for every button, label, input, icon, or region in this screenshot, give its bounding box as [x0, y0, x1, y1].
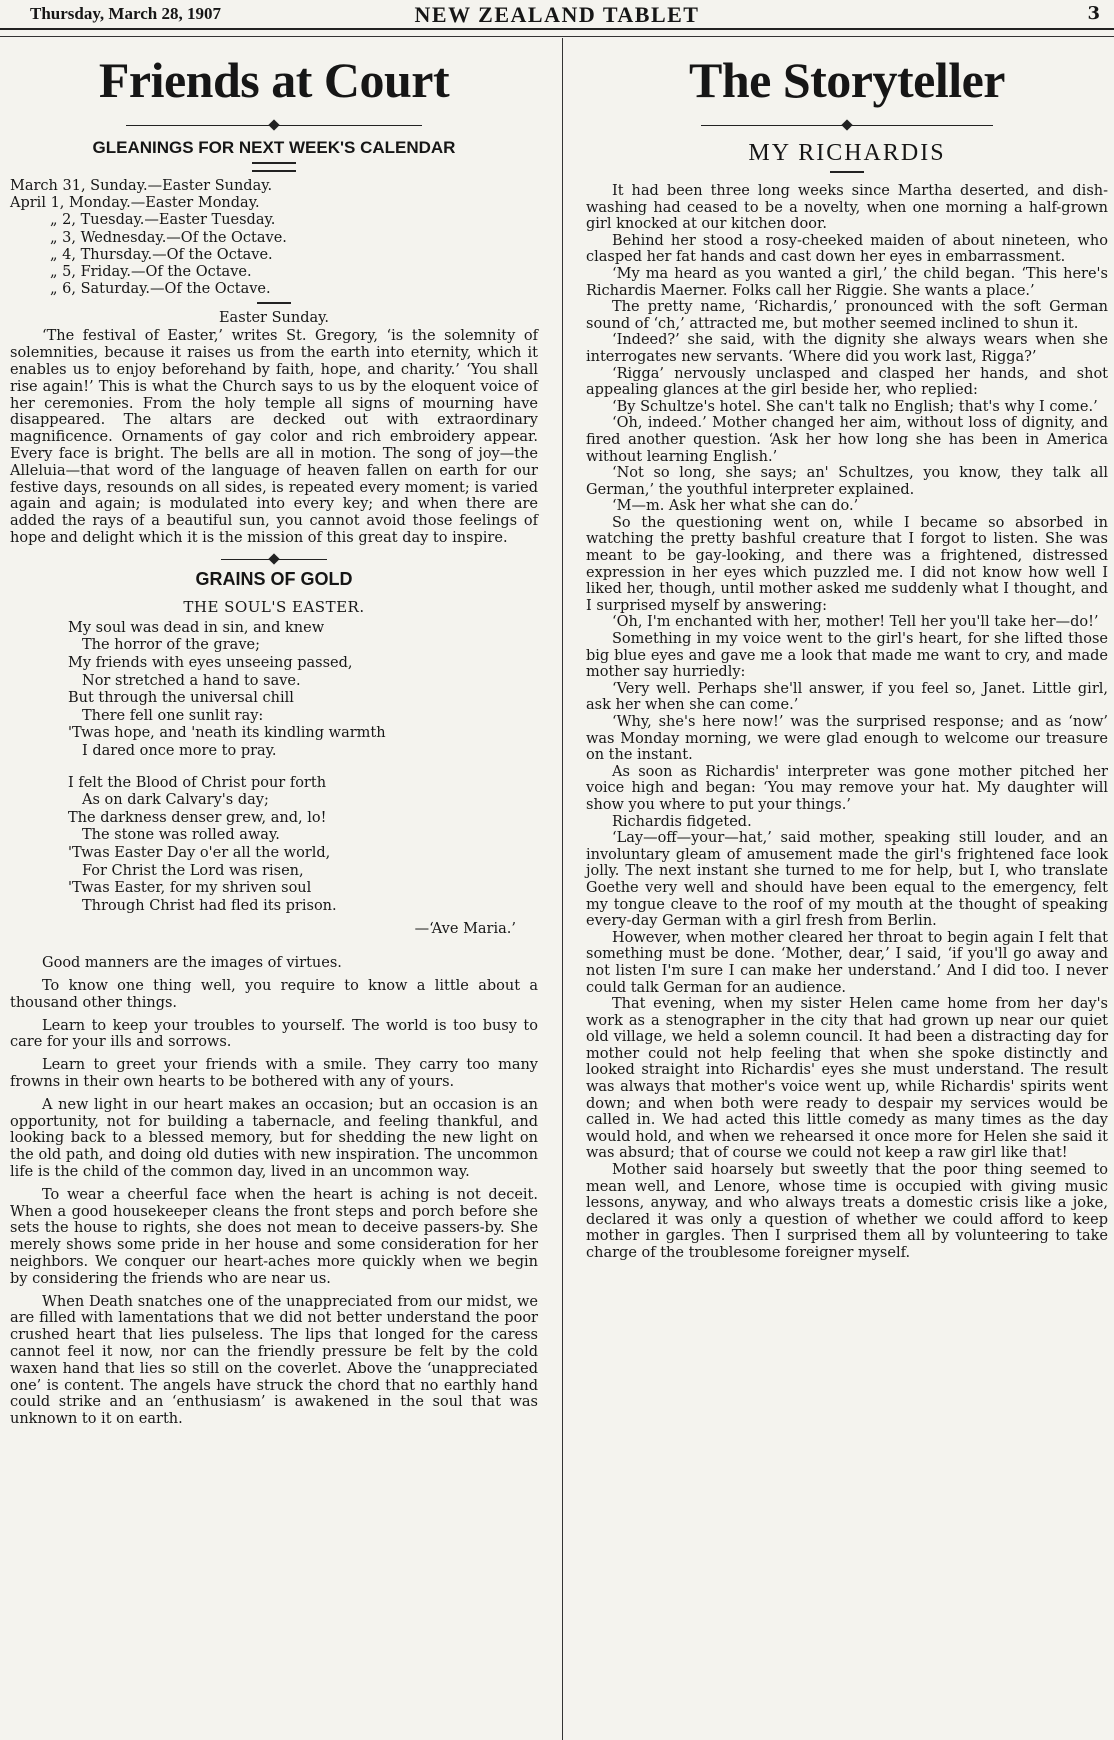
poem-line: But through the universal chill	[68, 690, 294, 707]
maxim-paragraph: Good manners are the images of virtues.	[42, 955, 342, 972]
easter-subheading: Easter Sunday.	[218, 310, 330, 327]
poem-line: As on dark Calvary's day;	[82, 792, 269, 809]
poem-title: THE SOUL'S EASTER.	[183, 597, 365, 616]
story-paragraph: ‘Not so long, she says; an' Schultzes, you know, they talk all German,’ the youthful interpreter explained.	[586, 465, 1108, 498]
story-paragraph: However, when mother cleared her throat to begin again I felt that something must be done. ‘Mother, dear,’ I said, ‘if you'll go away and not listen I'm sure I can make her understand.’ And I did too. I never could talk German for an audience.	[586, 929, 1108, 996]
issue-date: Thursday, March 28, 1907	[30, 4, 221, 23]
ornament-divider	[586, 116, 1108, 136]
section-title-friends-at-court: Friends at Court	[98, 52, 450, 108]
masthead	[0, 0, 1114, 30]
column-divider	[562, 38, 563, 1740]
story-title-cut	[830, 171, 864, 173]
easter-paragraph: ‘The festival of Easter,’ writes St. Gregory, ‘is the solemnity of solemnities, because it raises us from the earth into eternity, which it enables us to enjoy beforehand by faith, hope, and charity.’ ‘You shall rise again!’ This is what the Church says to us by the eloquent voice of her ceremonies. From the holy temple all signs of mourning have disappeared. The altars are decked out with extraordinary magnificence. Ornaments of gay color and rich embroidery appear. Every face is bright. The bells are all in motion. The song of joy—the Alleluia—that word of the language of heaven fallen on earth for our festive days, resounds on all sides, is repeated every moment; is varied again and again; is modulated into every key; and when there are added the rays of a beautiful sun, you cannot avoid those feelings of hope and delight which it is the mission of this great day to inspire.	[10, 328, 538, 546]
calendar-entry: „ 4, Thursday.—Of the Octave.	[50, 246, 273, 263]
story-paragraph: ‘Indeed?’ she said, with the dignity she always wears when she interrogates new servants. ‘Where did you work last, Rigga?’	[586, 332, 1108, 365]
poem-line: My friends with eyes unseeing passed,	[68, 654, 353, 671]
ornament-divider	[10, 116, 538, 136]
maxim-paragraph: To wear a cheerful face when the heart is aching is not deceit. When a good housekeeper cleans the front steps and porch before she sets the house to rights, she does not mean to deceive passers-by. She merely shows some pride in her house and some consideration for her neighbors. We conquer our heart-aches more quickly when we begin by considering the friends who are near us.	[10, 1186, 538, 1287]
maxim-paragraph: When Death snatches one of the unappreciated from our midst, we are filled with lamentations that we did not better understand the poor crushed heart that lies pulseless. The lips that longed for the caress cannot feel it now, nor can the friendly pressure be felt by the cold waxen hand that lies so still on the coverlet. Above the ‘unappreciated one’ is content. The angels have struck the chord that no earthly hand could strike and an ‘enthusiasm’ is awakened in the soul that was unknown to it on earth.	[10, 1293, 538, 1428]
poem-attribution: —‘Ave Maria.’	[414, 921, 516, 938]
maxim-paragraph: Learn to keep your troubles to yourself. The world is too busy to care for your ills and sorrows.	[10, 1017, 538, 1051]
story-paragraph: ‘Lay—off—your—hat,’ said mother, speaking still louder, and an involuntary gleam of amusement made the girl's frightened face look jolly. The next instant she turned to me for help, but I, who translate Goethe very well and should have been equal to the emergency, felt my tongue cleave to the roof of my mouth at the thought of speaking every-day German with a girl fresh from Berlin.	[586, 830, 1108, 930]
calendar-entry: „ 3, Wednesday.—Of the Octave.	[50, 229, 287, 246]
poem-line: 'Twas hope, and 'neath its kindling warmth	[68, 725, 386, 742]
maxim-paragraph: A new light in our heart makes an occasion; but an occasion is an opportunity, not for building a tabernacle, and feeling thankful, and looking back to a blessed memory, but for shedding the new light on the old path, and doing old duties with new inspiration. The uncommon life is the child of the common day, lived in an uncommon way.	[10, 1096, 538, 1181]
story-paragraph: ‘My ma heard as you wanted a girl,’ the child began. ‘This here's Richardis Maerner. Folks call her Riggie. She wants a place.’	[586, 265, 1108, 299]
poem-line: Through Christ had fled its prison.	[82, 897, 337, 914]
poem-line: The darkness denser grew, and, lo!	[68, 809, 327, 826]
story-paragraph: ‘Very well. Perhaps she'll answer, if you feel so, Janet. Little girl, ask her when she can come.’	[586, 680, 1108, 714]
poem-line: The horror of the grave;	[82, 637, 260, 654]
story-paragraph: Richardis fidgeted.	[612, 813, 752, 830]
maxim-paragraph: Learn to greet your friends with a smile. They carry too many frowns in their own hearts to be bothered with any of yours.	[10, 1057, 538, 1091]
story-paragraph: ‘Why, she's here now!’ was the surprised response; and as ‘now’ was Monday morning, we were glad enough to welcome our treasure on the instant.	[586, 714, 1108, 764]
story-paragraph: ‘M—m. Ask her what she can do.’	[612, 498, 859, 515]
calendar-list	[10, 178, 538, 298]
newspaper-name: NEW ZEALAND TABLET	[414, 2, 700, 27]
calendar-entry: April 1, Monday.—Easter Monday.	[10, 195, 260, 212]
masthead-rule	[0, 36, 1114, 37]
calendar-entry: March 31, Sunday.—Easter Sunday.	[10, 178, 273, 194]
poem-line: I dared once more to pray.	[82, 742, 277, 759]
poem-line: The stone was rolled away.	[82, 827, 280, 844]
story-paragraph: ‘Oh, indeed.’ Mother changed her aim, without loss of dignity, and fired another question. ‘Ask her how long she has been in America without learning English.’	[586, 415, 1108, 465]
story-paragraph: As soon as Richardis' interpreter was gone mother pitched her voice high and began: ‘You may remove your hat. My daughter will show you where to put your things.’	[586, 763, 1108, 813]
left-column	[10, 44, 538, 1428]
story-paragraph: Behind her stood a rosy-cheeked maiden of about nineteen, who clasped her fat hands and cast down her eyes in embarrassment.	[586, 232, 1108, 266]
poem-line: For Christ the Lord was risen,	[82, 862, 304, 879]
section-cut	[257, 302, 291, 304]
maxim-paragraph: To know one thing well, you require to know a little about a thousand other things.	[10, 978, 538, 1011]
calendar-heading: GLEANINGS FOR NEXT WEEK'S CALENDAR	[92, 138, 456, 157]
grains-heading: GRAINS OF GOLD	[195, 568, 353, 589]
poem-line: 'Twas Easter, for my shriven soul	[68, 880, 312, 897]
story-paragraph: Mother said hoarsely but sweetly that the poor thing seemed to mean well, and Lenore, whose time is occupied with giving music lessons, anyway, and who always treats a domestic crisis like a joke, declared it was only a question of whether we could afford to keep mother in gargles. Then I surprised them all by volunteering to take charge of the troublesome foreigner myself.	[586, 1162, 1108, 1261]
story-paragraph: ‘By Schultze's hotel. She can't talk no English; that's why I come.’	[612, 398, 1098, 415]
calendar-entry: „ 2, Tuesday.—Easter Tuesday.	[50, 212, 276, 229]
story-paragraph: Something in my voice went to the girl's heart, for she lifted those big blue eyes and gave me a look that made me want to cry, and made mother say hurriedly:	[586, 631, 1108, 681]
poem-line: There fell one sunlit ray:	[82, 707, 264, 724]
poem-line: 'Twas Easter Day o'er all the world,	[68, 844, 331, 861]
story-title: MY RICHARDIS	[748, 140, 946, 166]
heading-cut	[252, 162, 296, 172]
story-paragraph: The pretty name, ‘Richardis,’ pronounced with the soft German sound of ‘ch,’ attracted me, but mother seemed inclined to shun it.	[586, 299, 1108, 332]
right-column	[586, 44, 1108, 1262]
poem-stanza	[68, 620, 538, 761]
poem-line: I felt the Blood of Christ pour forth	[68, 774, 327, 791]
page-number: 3	[1087, 3, 1100, 24]
ornament-divider	[10, 553, 538, 567]
calendar-entry: „ 6, Saturday.—Of the Octave.	[50, 281, 271, 298]
poem-line: My soul was dead in sin, and knew	[68, 619, 325, 636]
story-paragraph: So the questioning went on, while I became so absorbed in watching the pretty bashful creature that I forgot to listen. She was meant to be gay-looking, and there was a frightened, distressed expression in her eyes which puzzled me. I did not know how well I liked her, though, until mother asked me suddenly what I thought, and I surprised myself by answering:	[586, 514, 1108, 614]
poem-stanza	[68, 775, 538, 916]
poem-line: Nor stretched a hand to save.	[82, 672, 301, 689]
story-paragraph: That evening, when my sister Helen came home from her day's work as a stenographer in the city that had grown up near our quiet old village, we held a solemn council. It had been a distracting day for mother could not help feeling that when she spoke distinctly and looked straight into Richardis' eyes she must understand. The result was always that mother's voice went up, while Richardis' spirits went down; and when both were ready to despair my services would be called in. We had acted this little comedy as many times as the day would hold, and when we rehearsed it once more for Helen she said it was absurd; that of course we could not keep a raw girl like that!	[586, 996, 1108, 1162]
section-title-storyteller: The Storyteller	[688, 52, 1005, 108]
story-paragraph: ‘Rigga’ nervously unclasped and clasped her hands, and shot appealing glances at the girl beside her, who replied:	[586, 365, 1108, 399]
story-paragraph: It had been three long weeks since Martha deserted, and dish-washing had ceased to be a novelty, when one morning a half-grown girl knocked at our kitchen door.	[586, 183, 1108, 233]
calendar-entry: „ 5, Friday.—Of the Octave.	[50, 264, 252, 281]
story-paragraph: ‘Oh, I'm enchanted with her, mother! Tell her you'll take her—do!’	[612, 614, 1099, 631]
